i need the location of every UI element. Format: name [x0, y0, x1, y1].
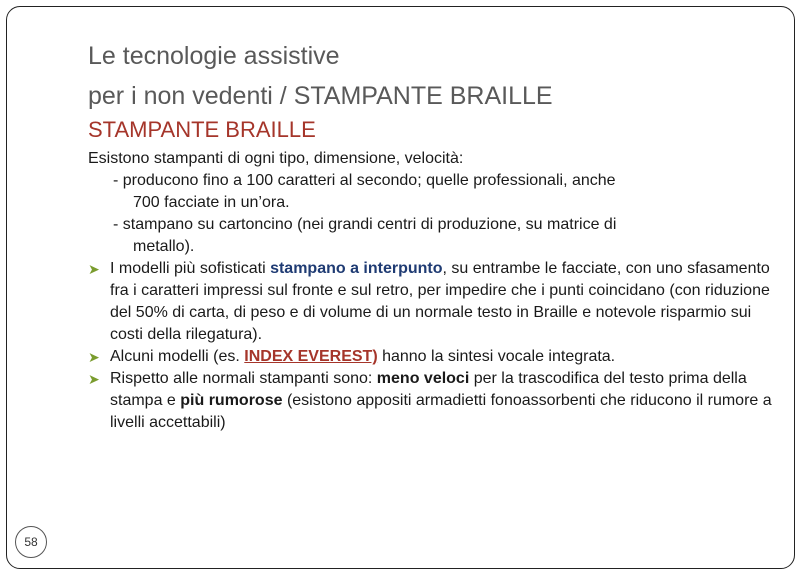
arrow-bullet-icon: ➤ — [88, 371, 100, 387]
intro-text: Esistono stampanti di ogni tipo, dimensione, velocità: — [88, 150, 464, 167]
bullet-item-2 — [88, 346, 778, 368]
dash-item-1-line-a: - producono fino a 100 caratteri al secondo; quelle professionali, anche — [113, 172, 616, 189]
arrow-bullet-icon: ➤ — [88, 349, 100, 365]
bullet-2-post: hanno la sintesi vocale integrata. — [377, 348, 616, 365]
dash-item-2-line-b: metallo). — [133, 238, 195, 255]
slide-subtitle: STAMPANTE BRAILLE — [88, 117, 316, 142]
bullet-3-post: (esistono appositi armadietti fonoassorbenti che riducono il rumore a livelli accettabili) — [110, 392, 772, 431]
title-line-2: per i non vedenti / STAMPANTE BRAILLE — [88, 82, 553, 110]
bullet-3-highlight-1: meno veloci — [376, 370, 470, 387]
dash-item-1-line-b: 700 facciate in un’ora. — [133, 194, 290, 211]
bullet-1-post: , su entrambe le facciate, con uno sfasamento fra i caratteri impressi sul fronte e sul retro, per impedire che i punti coincidano (con riduzione del 50% di carta, di peso e di volume di un normale testo in Braille e notevole risparmio sui costi della rilegatura). — [110, 260, 770, 343]
bullet-3-highlight-2: più rumorose — [180, 392, 283, 409]
bullet-3-pre: Rispetto alle normali stampanti sono: — [110, 370, 377, 387]
bullet-1-pre: I modelli più sofisticati — [110, 260, 271, 277]
bullet-1-highlight: stampano a interpunto — [270, 260, 443, 277]
dash-item-2-line-a: - stampano su cartoncino (nei grandi centri di produzione, su matrice di — [113, 216, 617, 233]
bullet-item-3 — [88, 368, 778, 434]
bullet-2-highlight: INDEX EVEREST) — [244, 348, 378, 365]
dash-item-1 — [88, 170, 778, 214]
slide-body — [88, 148, 778, 434]
dash-item-2 — [88, 214, 778, 258]
title-line-1: Le tecnologie assistive — [88, 42, 340, 70]
page-number-badge: 58 — [15, 526, 47, 558]
bullet-item-1 — [88, 258, 778, 346]
bullet-2-pre: Alcuni modelli (es. — [110, 348, 245, 365]
slide-title — [88, 36, 778, 116]
arrow-bullet-icon: ➤ — [88, 261, 100, 277]
bullet-3-mid: per la trascodifica del testo prima della stampa e — [110, 370, 747, 409]
